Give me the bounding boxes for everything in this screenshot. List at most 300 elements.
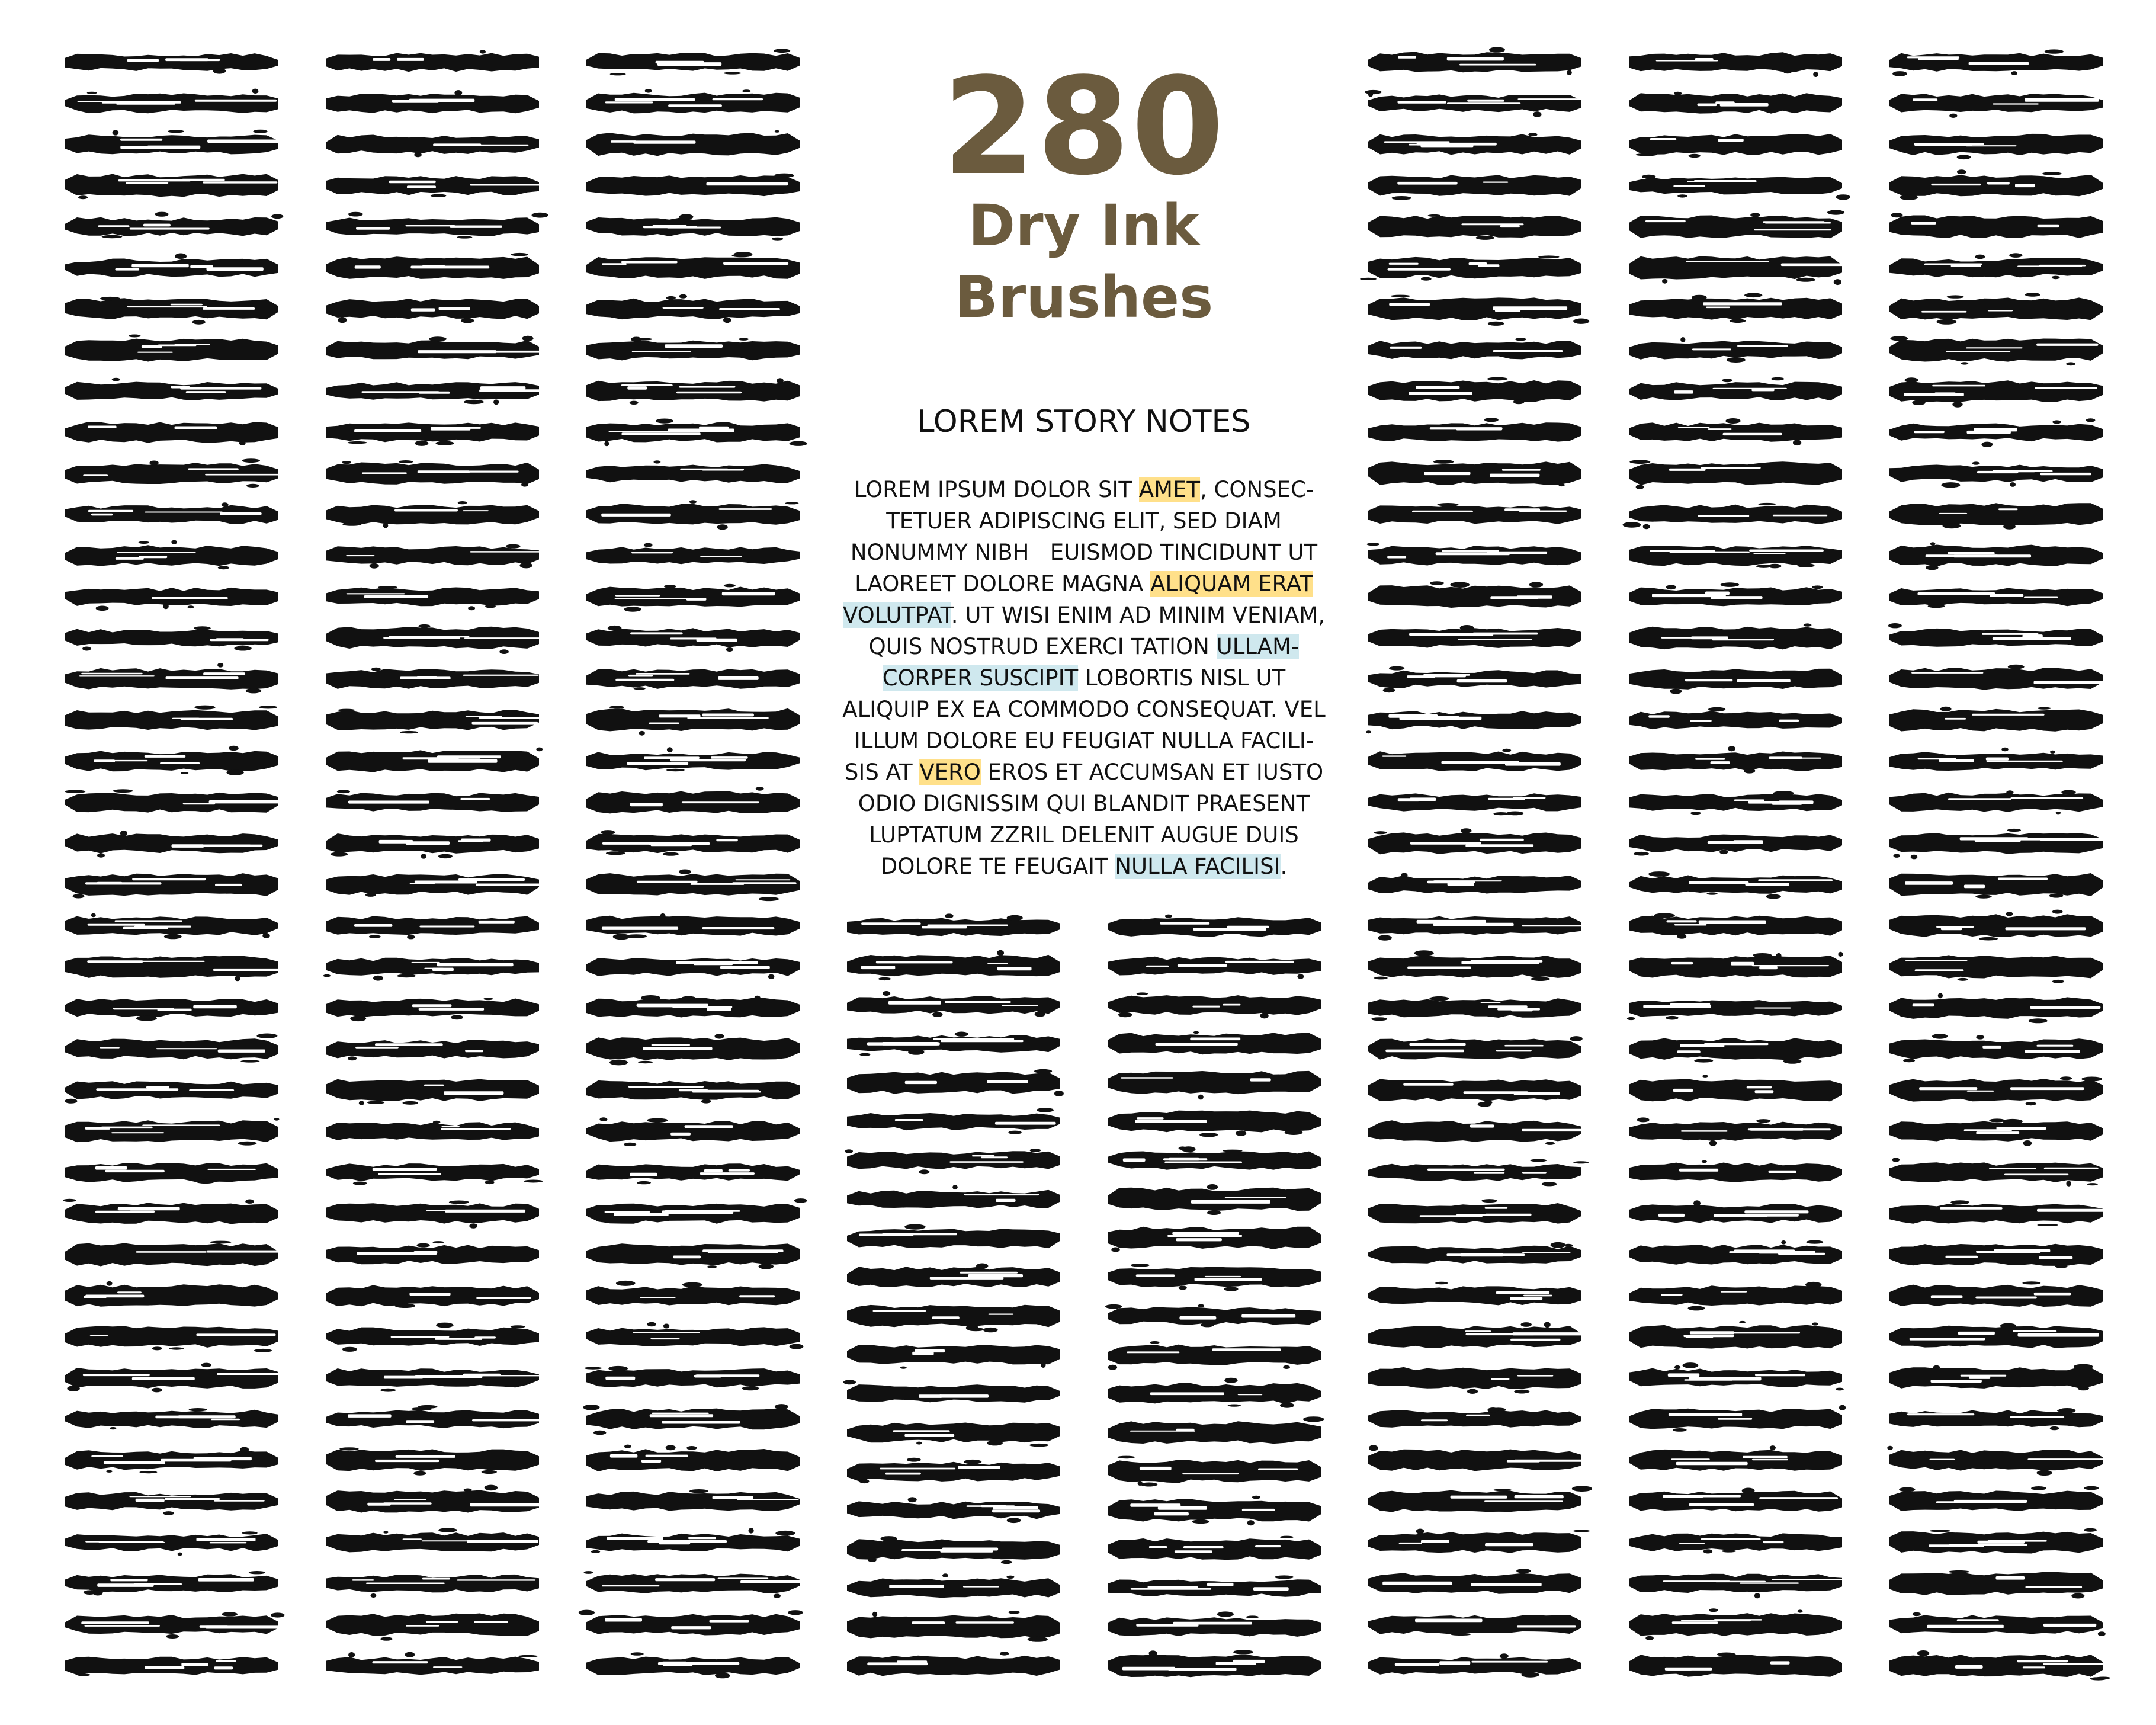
brush-stroke-body bbox=[1368, 1532, 1581, 1553]
brush-title-line-2: Brushes bbox=[954, 264, 1214, 331]
brush-stroke-body bbox=[1629, 177, 1842, 195]
brush-fleck bbox=[96, 606, 109, 611]
brush-fleck bbox=[438, 854, 453, 858]
brush-stroke bbox=[65, 130, 283, 155]
brush-streak bbox=[2030, 1006, 2100, 1009]
brush-streak bbox=[414, 1251, 438, 1253]
brush-streak bbox=[200, 1625, 229, 1628]
notes-text: LAOREET DOLORE MAGNA bbox=[855, 571, 1151, 597]
brush-streak bbox=[397, 58, 424, 61]
brush-streak bbox=[435, 1338, 482, 1340]
brush-stroke bbox=[326, 1652, 539, 1675]
brush-stroke bbox=[1629, 582, 1842, 606]
brush-streak bbox=[1679, 1543, 1705, 1544]
brush-stroke bbox=[1629, 1200, 1842, 1223]
brush-streak bbox=[1517, 98, 1587, 100]
brush-fleck bbox=[337, 790, 350, 793]
brush-fleck bbox=[1573, 1530, 1590, 1532]
brush-streak bbox=[480, 386, 525, 390]
brush-fleck bbox=[2025, 293, 2040, 297]
brush-fleck bbox=[254, 1349, 272, 1352]
brush-streak bbox=[2015, 838, 2062, 841]
brush-stroke bbox=[1368, 47, 1581, 75]
brush-fleck bbox=[436, 441, 454, 445]
brush-streak bbox=[1156, 1043, 1238, 1046]
brush-fleck bbox=[749, 1528, 754, 1533]
brush-stroke bbox=[65, 53, 278, 74]
brush-stroke bbox=[1368, 214, 1581, 240]
brush-stroke-body bbox=[326, 1657, 539, 1675]
brush-fleck bbox=[519, 563, 532, 569]
brush-stroke-body bbox=[65, 833, 278, 854]
brush-fleck bbox=[403, 1101, 418, 1105]
brush-streak bbox=[1441, 761, 1519, 764]
brush-streak bbox=[1415, 1619, 1483, 1623]
brush-stroke-body bbox=[326, 710, 539, 730]
brush-stroke bbox=[1108, 1416, 1324, 1444]
brush-fleck bbox=[1703, 1549, 1713, 1553]
brush-streak bbox=[197, 1538, 256, 1541]
brush-stroke-body bbox=[326, 999, 539, 1018]
brush-streak bbox=[1994, 1249, 2050, 1252]
brush-stroke bbox=[847, 1305, 1060, 1333]
brush-streak bbox=[110, 1579, 148, 1581]
brush-streak bbox=[685, 1125, 733, 1128]
brush-streak bbox=[115, 268, 139, 271]
brush-streak bbox=[1755, 1374, 1805, 1377]
brush-fleck bbox=[610, 73, 626, 75]
brush-stroke-body bbox=[586, 1574, 800, 1593]
brush-stroke-body bbox=[326, 1122, 539, 1140]
brush-stroke-body bbox=[326, 588, 539, 607]
brush-streak bbox=[444, 1091, 503, 1095]
brush-streak bbox=[217, 1373, 297, 1375]
brush-streak bbox=[426, 1210, 461, 1211]
brush-streak bbox=[95, 1166, 127, 1170]
brush-streak bbox=[1684, 1379, 1732, 1381]
brush-fleck bbox=[1834, 279, 1841, 285]
brush-streak bbox=[927, 925, 1008, 926]
brush-fleck bbox=[916, 1442, 922, 1445]
brush-streak bbox=[1446, 1253, 1525, 1256]
brush-fleck bbox=[511, 1325, 525, 1328]
brush-streak bbox=[378, 1173, 441, 1175]
brush-fleck bbox=[348, 212, 363, 217]
brush-stroke bbox=[1629, 1075, 1842, 1102]
brush-streak bbox=[1703, 302, 1782, 305]
brush-streak bbox=[1447, 102, 1520, 104]
brush-streak bbox=[1149, 1546, 1167, 1548]
brush-streak bbox=[1491, 1378, 1509, 1380]
brush-streak bbox=[1513, 797, 1545, 799]
brush-streak bbox=[214, 1666, 233, 1669]
brush-stroke-body bbox=[586, 133, 800, 156]
brush-streak bbox=[210, 1542, 247, 1544]
brush-fleck bbox=[1416, 1529, 1424, 1534]
brush-fleck bbox=[900, 1367, 907, 1369]
brush-streak bbox=[1459, 64, 1536, 66]
brush-streak bbox=[97, 1583, 153, 1587]
brush-fleck bbox=[1435, 1282, 1448, 1285]
brush-stroke bbox=[65, 254, 278, 277]
brush-streak bbox=[1731, 962, 1754, 966]
brush-streak bbox=[652, 1413, 709, 1415]
brush-fleck bbox=[2001, 748, 2009, 751]
brush-stroke-body bbox=[1108, 917, 1321, 937]
brush-streak bbox=[996, 1199, 1016, 1202]
brush-streak bbox=[607, 1537, 663, 1540]
brush-streak bbox=[1772, 1579, 1852, 1580]
brush-streak bbox=[145, 755, 186, 758]
brush-fleck bbox=[859, 1479, 870, 1483]
brush-stroke bbox=[1889, 542, 2103, 570]
brush-fleck bbox=[1207, 1211, 1221, 1215]
brush-streak bbox=[1758, 879, 1833, 881]
brush-streak bbox=[1421, 1540, 1449, 1543]
brush-streak bbox=[707, 182, 788, 186]
brush-stroke bbox=[847, 913, 1060, 936]
notes-text: . UT WISI ENIM AD MINIM VENIAM, bbox=[951, 602, 1326, 628]
brush-stroke-body bbox=[326, 1203, 539, 1223]
brush-stroke-body bbox=[65, 1120, 278, 1142]
brush-stroke bbox=[1629, 669, 1842, 694]
brush-fleck bbox=[1972, 461, 1980, 464]
brush-stroke-body bbox=[1629, 752, 1842, 771]
brush-streak bbox=[1718, 1418, 1752, 1420]
brush-streak bbox=[1669, 469, 1706, 471]
brush-streak bbox=[1998, 878, 2048, 880]
brush-stroke-body bbox=[1889, 914, 2103, 937]
brush-streak bbox=[466, 716, 502, 717]
brush-streak bbox=[1397, 101, 1446, 104]
brush-stroke bbox=[1360, 255, 1581, 280]
brush-streak bbox=[1931, 1380, 1982, 1383]
brush-streak bbox=[470, 1503, 541, 1506]
brush-streak bbox=[1522, 1172, 1547, 1173]
brush-streak bbox=[1382, 755, 1406, 756]
brush-stroke bbox=[65, 663, 278, 693]
brush-stroke bbox=[1889, 1528, 2103, 1554]
brush-streak bbox=[615, 598, 691, 599]
brush-streak bbox=[1969, 62, 2029, 65]
brush-streak bbox=[1752, 1459, 1788, 1461]
brush-streak bbox=[631, 552, 673, 553]
brush-streak bbox=[989, 1314, 1014, 1315]
brush-fleck bbox=[1006, 1576, 1014, 1579]
brush-streak bbox=[1685, 679, 1732, 681]
brush-fleck bbox=[417, 1243, 430, 1248]
brush-fleck bbox=[1912, 400, 1925, 405]
brush-streak bbox=[441, 1128, 511, 1130]
brush-fleck bbox=[1545, 1142, 1555, 1145]
brush-fleck bbox=[1783, 1059, 1802, 1064]
brush-stroke bbox=[1629, 546, 1842, 568]
brush-fleck bbox=[2061, 790, 2075, 794]
brush-streak bbox=[1919, 1087, 1977, 1090]
brush-streak bbox=[633, 140, 695, 143]
brush-fleck bbox=[601, 830, 615, 835]
brush-streak bbox=[987, 1080, 1028, 1083]
brush-stroke bbox=[586, 174, 800, 197]
brush-fleck bbox=[457, 236, 472, 238]
brush-streak bbox=[646, 1455, 688, 1457]
brush-fleck bbox=[222, 502, 229, 507]
brush-stroke-body bbox=[1368, 422, 1581, 441]
brush-streak bbox=[394, 1499, 426, 1500]
brush-stroke bbox=[1368, 581, 1581, 608]
brush-stroke bbox=[65, 706, 278, 730]
brush-fleck bbox=[755, 996, 761, 999]
brush-fleck bbox=[1035, 1011, 1045, 1017]
brush-stroke bbox=[586, 995, 800, 1018]
brush-fleck bbox=[654, 460, 661, 463]
brush-fleck bbox=[246, 484, 259, 488]
brush-streak bbox=[1917, 592, 1995, 595]
brush-streak bbox=[132, 1377, 195, 1380]
brush-stroke bbox=[1629, 791, 1842, 815]
brush-streak bbox=[139, 556, 167, 558]
brush-stroke bbox=[326, 50, 539, 72]
brush-fleck bbox=[421, 854, 426, 859]
brush-stroke-body bbox=[1368, 1326, 1581, 1348]
brush-streak bbox=[1957, 1619, 1999, 1621]
brush-streak bbox=[1977, 471, 2019, 473]
brush-streak bbox=[1982, 1046, 2001, 1049]
brush-fleck bbox=[1958, 978, 1968, 981]
brush-fleck bbox=[1627, 1017, 1635, 1020]
brush-streak bbox=[2023, 1666, 2045, 1668]
brush-fleck bbox=[1570, 1036, 1583, 1041]
brush-stroke bbox=[326, 1040, 539, 1061]
brush-stroke bbox=[586, 419, 807, 447]
brush-streak bbox=[932, 1316, 960, 1319]
brush-fleck bbox=[624, 607, 641, 611]
brush-streak bbox=[462, 1375, 541, 1376]
brush-stroke bbox=[1889, 1612, 2106, 1636]
brush-stroke bbox=[1889, 588, 2103, 608]
brush-fleck bbox=[1487, 377, 1508, 381]
brush-streak bbox=[373, 58, 390, 61]
brush-streak bbox=[419, 1008, 485, 1011]
brush-streak bbox=[1439, 1661, 1470, 1665]
brush-fleck bbox=[1461, 828, 1472, 833]
brush-streak bbox=[1250, 1078, 1271, 1081]
brush-streak bbox=[1399, 1543, 1422, 1544]
brush-streak bbox=[670, 759, 746, 761]
brush-streak bbox=[1461, 223, 1523, 225]
brush-fleck bbox=[1246, 1615, 1259, 1618]
brush-stroke bbox=[1889, 1158, 2103, 1187]
brush-streak bbox=[650, 1414, 713, 1417]
brush-fleck bbox=[370, 563, 379, 569]
brush-stroke bbox=[326, 1575, 539, 1598]
brush-streak bbox=[2010, 1416, 2065, 1418]
brush-title-line-1: Dry Ink bbox=[968, 193, 1200, 259]
notes-text: LOREM IPSUM DOLOR SIT bbox=[854, 477, 1139, 502]
brush-streak bbox=[1993, 103, 2039, 104]
brush-streak bbox=[403, 1538, 422, 1540]
brush-streak bbox=[958, 1466, 1000, 1470]
brush-streak bbox=[628, 675, 653, 677]
brush-streak bbox=[859, 1234, 913, 1236]
brush-stroke-body bbox=[1629, 461, 1842, 485]
brush-stroke-body bbox=[1108, 1227, 1321, 1249]
brush-fleck bbox=[904, 1224, 926, 1230]
brush-stroke bbox=[1368, 175, 1581, 200]
brush-stroke bbox=[1889, 910, 2103, 941]
brush-stroke-body bbox=[1368, 216, 1581, 238]
brush-streak bbox=[667, 227, 721, 229]
brush-streak bbox=[1512, 1332, 1589, 1335]
brush-stroke-body bbox=[65, 956, 278, 978]
brush-fleck bbox=[679, 214, 694, 219]
brush-fleck bbox=[2031, 1486, 2046, 1490]
brush-stroke bbox=[1889, 1570, 2103, 1599]
brush-stroke bbox=[326, 790, 539, 812]
brush-streak bbox=[1192, 1006, 1220, 1008]
brush-stroke bbox=[326, 382, 540, 405]
brush-streak bbox=[723, 262, 788, 265]
brush-streak bbox=[630, 803, 663, 806]
brush-streak bbox=[1253, 1587, 1289, 1591]
brush-stroke bbox=[1629, 460, 1842, 489]
brush-fleck bbox=[1374, 831, 1387, 834]
brush-fleck bbox=[1793, 440, 1801, 445]
brush-streak bbox=[1701, 1538, 1761, 1540]
brush-fleck bbox=[2055, 1265, 2068, 1268]
brush-fleck bbox=[932, 1012, 942, 1017]
brush-streak bbox=[735, 879, 790, 880]
brush-streak bbox=[1481, 1002, 1501, 1003]
brush-streak bbox=[142, 1124, 220, 1126]
brush-fleck bbox=[1947, 295, 1964, 298]
brush-streak bbox=[464, 637, 545, 639]
brush-stroke bbox=[1629, 1160, 1842, 1182]
brush-stroke bbox=[586, 1652, 800, 1678]
brush-stroke-body bbox=[1629, 1655, 1842, 1677]
brush-streak bbox=[1167, 1235, 1242, 1237]
brush-fleck bbox=[1766, 894, 1781, 899]
brush-streak bbox=[963, 1586, 999, 1587]
brush-fleck bbox=[1429, 996, 1449, 1001]
brush-streak bbox=[1763, 1541, 1784, 1543]
brush-stroke-body bbox=[65, 463, 278, 484]
brush-streak bbox=[1674, 390, 1693, 394]
brush-fleck bbox=[189, 1408, 207, 1411]
brush-stroke-body bbox=[1629, 876, 1842, 894]
brush-streak bbox=[117, 552, 196, 553]
brush-streak bbox=[718, 676, 759, 680]
brush-streak bbox=[2025, 1050, 2080, 1053]
brush-streak bbox=[207, 140, 283, 143]
brush-streak bbox=[189, 1089, 234, 1091]
brush-stroke-body bbox=[326, 1490, 539, 1513]
brush-fleck bbox=[1421, 277, 1432, 281]
brush-fleck bbox=[2037, 1470, 2052, 1476]
brush-streak bbox=[1964, 1129, 2012, 1131]
brush-fleck bbox=[1708, 707, 1725, 711]
brush-stroke bbox=[1368, 666, 1581, 693]
brush-streak bbox=[1750, 1128, 1803, 1131]
brush-stroke-body bbox=[1629, 382, 1842, 401]
brush-streak bbox=[1504, 1045, 1544, 1047]
brush-stroke bbox=[65, 1447, 278, 1474]
brush-streak bbox=[1158, 1506, 1207, 1510]
brush-fleck bbox=[724, 72, 742, 74]
brush-streak bbox=[1398, 798, 1420, 801]
brush-streak bbox=[85, 1295, 144, 1298]
brush-stroke bbox=[1889, 418, 2103, 447]
brush-streak bbox=[463, 675, 539, 676]
brush-stroke bbox=[586, 1528, 800, 1553]
brush-stroke-body bbox=[586, 257, 800, 279]
brush-fleck bbox=[1194, 1031, 1199, 1034]
brush-stroke-body bbox=[1368, 1410, 1581, 1428]
brush-stroke bbox=[1889, 665, 2114, 690]
brush-stroke-body bbox=[586, 381, 800, 402]
brush-streak bbox=[373, 1661, 428, 1663]
brush-streak bbox=[628, 1086, 704, 1088]
brush-stroke-body bbox=[1368, 1203, 1581, 1224]
brush-streak bbox=[688, 1537, 716, 1540]
brush-streak bbox=[621, 384, 673, 386]
brush-streak bbox=[641, 1460, 661, 1463]
brush-streak bbox=[437, 963, 513, 967]
brush-streak bbox=[1703, 922, 1748, 924]
brush-streak bbox=[605, 1377, 635, 1380]
brush-stroke bbox=[1368, 1615, 1581, 1636]
brush-fleck bbox=[593, 1431, 606, 1435]
brush-fleck bbox=[790, 441, 807, 446]
brush-fleck bbox=[414, 152, 421, 157]
brush-streak bbox=[608, 431, 670, 432]
brush-stroke-body bbox=[586, 1614, 800, 1636]
brush-streak bbox=[1643, 1005, 1700, 1008]
brush-fleck bbox=[1836, 194, 1850, 200]
brush-fleck bbox=[1730, 319, 1746, 323]
brush-stroke bbox=[326, 135, 539, 158]
brush-streak bbox=[1485, 1214, 1532, 1216]
brush-streak bbox=[375, 1460, 439, 1462]
brush-fleck bbox=[686, 1446, 697, 1450]
brush-stroke-body bbox=[586, 1657, 800, 1675]
brush-streak bbox=[470, 184, 548, 186]
brush-stroke bbox=[1629, 1282, 1842, 1311]
brush-stroke bbox=[65, 956, 295, 981]
brush-fleck bbox=[1179, 1285, 1187, 1290]
brush-fleck bbox=[1899, 1487, 1915, 1492]
brush-streak bbox=[203, 672, 245, 675]
brush-fleck bbox=[1247, 1520, 1255, 1525]
brush-streak bbox=[2014, 1127, 2035, 1130]
brush-streak bbox=[1781, 264, 1852, 267]
brush-fleck bbox=[964, 1460, 981, 1464]
brush-fleck bbox=[2087, 1183, 2098, 1185]
brush-fleck bbox=[1739, 1321, 1746, 1323]
brush-fleck bbox=[1709, 1608, 1718, 1612]
brush-fleck bbox=[1887, 1446, 1893, 1450]
brush-streak bbox=[183, 803, 216, 804]
brush-stroke bbox=[586, 870, 800, 902]
brush-streak bbox=[1407, 967, 1471, 969]
brush-streak bbox=[2043, 1624, 2096, 1627]
brush-stroke bbox=[586, 913, 800, 940]
brush-stroke bbox=[1629, 418, 1842, 445]
brush-streak bbox=[156, 1048, 217, 1049]
brush-streak bbox=[602, 927, 678, 930]
brush-fleck bbox=[1007, 1518, 1021, 1523]
brush-fleck bbox=[609, 1060, 628, 1066]
